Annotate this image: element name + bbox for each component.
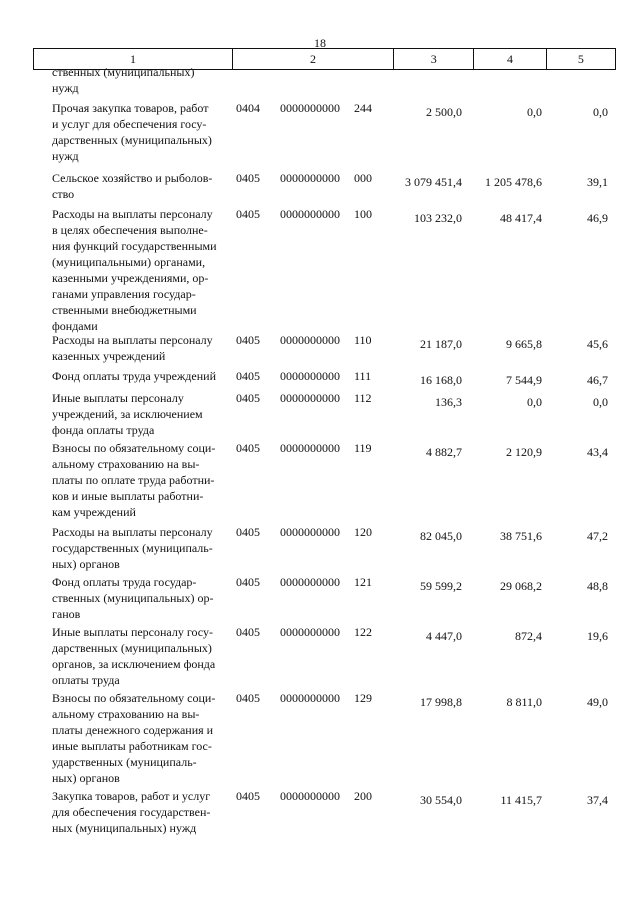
row-section: 0405 (236, 441, 260, 455)
header-col-3: 3 (394, 49, 474, 70)
continued-text-fragment: ственных (муниципальных) нужд (52, 65, 195, 95)
row-value-5: 0,0 (593, 105, 608, 119)
row-value-4: 9 665,8 (506, 337, 542, 351)
row-name: Взносы по обязательному соци- альному страхованию на вы- платы по оплате труда работни- ков и иные выплаты работни- кам учреждений (52, 441, 216, 519)
row-value-3: 17 998,8 (420, 695, 462, 709)
row-value-4: 0,0 (527, 105, 542, 119)
header-col-4: 4 (474, 49, 546, 70)
row-section: 0405 (236, 575, 260, 589)
row-article: 0000000000 (280, 691, 340, 705)
row-value-3: 21 187,0 (420, 337, 462, 351)
row-section: 0405 (236, 691, 260, 705)
row-type: 129 (354, 691, 372, 705)
row-value-3: 4 882,7 (426, 445, 462, 459)
row-value-4: 2 120,9 (506, 445, 542, 459)
row-section: 0405 (236, 171, 260, 185)
row-section: 0405 (236, 391, 260, 405)
row-article: 0000000000 (280, 525, 340, 539)
row-value-5: 49,0 (587, 695, 608, 709)
row-value-4: 7 544,9 (506, 373, 542, 387)
row-value-4: 1 205 478,6 (485, 175, 542, 189)
row-value-4: 0,0 (527, 395, 542, 409)
row-type: 119 (354, 441, 372, 455)
row-value-3: 3 079 451,4 (405, 175, 462, 189)
row-value-5: 45,6 (587, 337, 608, 351)
row-value-3: 136,3 (435, 395, 462, 409)
row-value-3: 59 599,2 (420, 579, 462, 593)
row-name: Фонд оплаты труда учреждений (52, 369, 216, 383)
page-number: 18 (314, 36, 326, 50)
row-value-5: 48,8 (587, 579, 608, 593)
row-type: 000 (354, 171, 372, 185)
row-value-4: 29 068,2 (500, 579, 542, 593)
row-value-5: 39,1 (587, 175, 608, 189)
row-name: Взносы по обязательному соци- альному страхованию на вы- платы денежного содержания и иные выплаты работникам гос- ударственных (муниципаль- ных) органов (52, 691, 216, 785)
header-col-5: 5 (546, 49, 615, 70)
row-name: Иные выплаты персоналу госу- дарственных (муниципальных) органов, за исключением фонда оплаты труда (52, 625, 216, 687)
row-type: 111 (354, 369, 372, 383)
row-type: 110 (354, 333, 372, 347)
header-col-2: 2 (232, 49, 393, 70)
row-value-5: 0,0 (593, 395, 608, 409)
row-article: 0000000000 (280, 369, 340, 383)
row-name: Прочая закупка товаров, работ и услуг для обеспечения госу- дарственных (муниципальных) нужд (52, 101, 212, 163)
row-value-4: 48 417,4 (500, 211, 542, 225)
row-article: 0000000000 (280, 333, 340, 347)
row-value-4: 8 811,0 (506, 695, 542, 709)
row-value-5: 46,9 (587, 211, 608, 225)
row-name: Фонд оплаты труда государ- ственных (муниципальных) ор- ганов (52, 575, 214, 621)
row-value-5: 19,6 (587, 629, 608, 643)
row-name: Расходы на выплаты персоналу казенных учреждений (52, 333, 213, 363)
row-name: Расходы на выплаты персоналу в целях обеспечения выполне- ния функций государственными (муниципальными) органами, казенными учреждениями, ор- ганами управления государ- ственными внебюджетными фондами (52, 207, 217, 333)
row-section: 0405 (236, 525, 260, 539)
row-type: 244 (354, 101, 372, 115)
row-type: 100 (354, 207, 372, 221)
row-article: 0000000000 (280, 171, 340, 185)
row-article: 0000000000 (280, 391, 340, 405)
row-value-4: 872,4 (515, 629, 542, 643)
row-value-4: 38 751,6 (500, 529, 542, 543)
row-value-5: 43,4 (587, 445, 608, 459)
row-section: 0405 (236, 625, 260, 639)
row-name: Сельское хозяйство и рыболов- ство (52, 171, 213, 201)
row-type: 112 (354, 391, 372, 405)
row-section: 0405 (236, 369, 260, 383)
row-article: 0000000000 (280, 101, 340, 115)
row-article: 0000000000 (280, 207, 340, 221)
header-col-1: 1 (34, 49, 233, 70)
row-section: 0405 (236, 333, 260, 347)
row-type: 120 (354, 525, 372, 539)
row-value-5: 47,2 (587, 529, 608, 543)
row-section: 0405 (236, 789, 260, 803)
row-name: Расходы на выплаты персоналу государственных (муниципаль- ных) органов (52, 525, 213, 571)
row-type: 200 (354, 789, 372, 803)
row-section: 0405 (236, 207, 260, 221)
row-value-3: 4 447,0 (426, 629, 462, 643)
row-value-5: 46,7 (587, 373, 608, 387)
row-value-3: 16 168,0 (420, 373, 462, 387)
row-article: 0000000000 (280, 441, 340, 455)
row-section: 0404 (236, 101, 260, 115)
row-name: Закупка товаров, работ и услуг для обеспечения государствен- ных (муниципальных) нужд (52, 789, 211, 835)
row-article: 0000000000 (280, 625, 340, 639)
row-type: 121 (354, 575, 372, 589)
row-value-4: 11 415,7 (500, 793, 542, 807)
row-value-3: 2 500,0 (426, 105, 462, 119)
row-value-3: 103 232,0 (414, 211, 462, 225)
row-type: 122 (354, 625, 372, 639)
row-value-3: 30 554,0 (420, 793, 462, 807)
row-article: 0000000000 (280, 575, 340, 589)
row-value-3: 82 045,0 (420, 529, 462, 543)
row-name: Иные выплаты персоналу учреждений, за исключением фонда оплаты труда (52, 391, 203, 437)
row-value-5: 37,4 (587, 793, 608, 807)
row-article: 0000000000 (280, 789, 340, 803)
